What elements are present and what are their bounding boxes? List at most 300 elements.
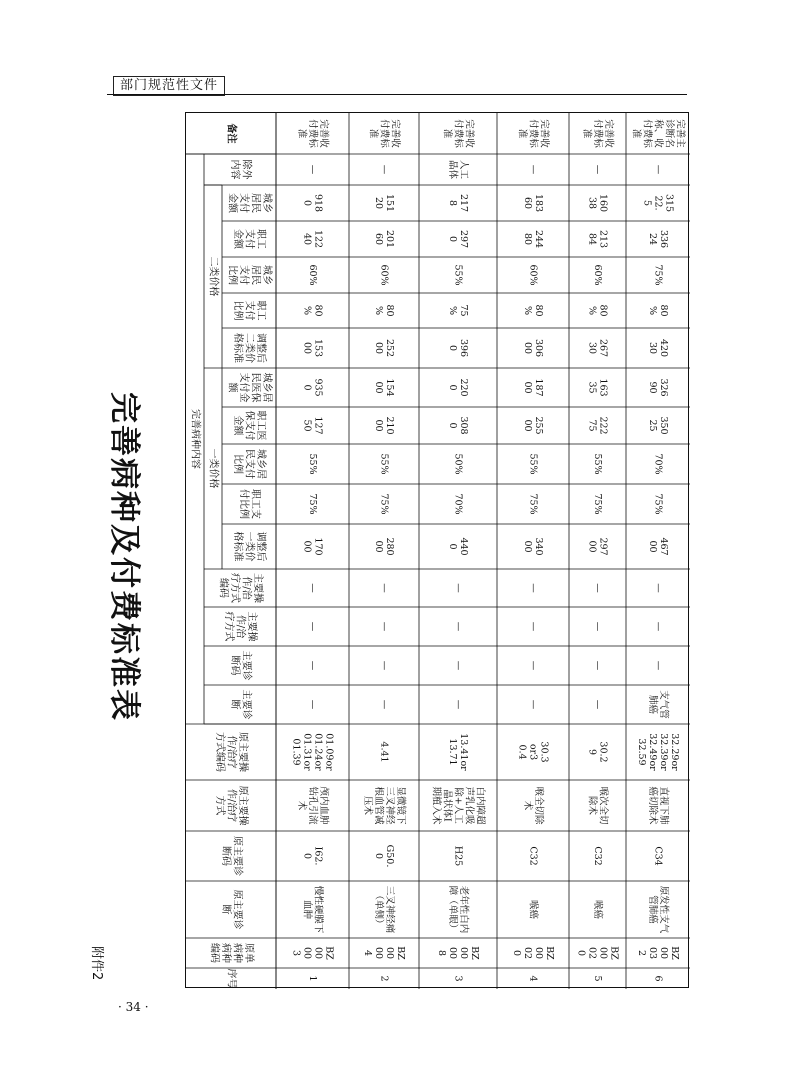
cell-c2_price-3-line: 396 xyxy=(457,338,469,358)
header-c1_res_amt-line: 支付金 xyxy=(237,372,249,403)
rotated-table-grid xyxy=(186,113,690,989)
cell-main_op_code-3-line: — xyxy=(452,583,464,593)
cell-c2_emp_ratio-4-line: 80 xyxy=(532,304,544,317)
cell-seq-1 xyxy=(307,975,318,981)
cell-c2_price-2-line: 252 xyxy=(383,338,395,358)
cell-c2_emp_amt-4 xyxy=(522,230,544,248)
header-orig_op_code-line: 原主要操 xyxy=(237,732,248,772)
header-orig_diag-line: 断 xyxy=(219,904,231,915)
cell-orig_op-4 xyxy=(522,786,545,825)
cell-orig_code-2-line: BZ xyxy=(394,946,406,960)
cell-main_diag-5 xyxy=(592,700,603,710)
header-c2_emp_ratio-line: 支付 xyxy=(243,300,255,321)
cell-orig_op-5 xyxy=(587,786,610,825)
cell-orig_diag-5-line: 喉癌 xyxy=(592,899,603,920)
cell-orig_diag-6 xyxy=(647,886,670,934)
cell-orig_code-1-line: 00 xyxy=(312,946,324,960)
cell-orig_op_code-4-line: or3 xyxy=(527,743,539,761)
cell-orig_op_code-2 xyxy=(379,741,390,762)
header-orig_code-line: 原单 xyxy=(242,943,254,963)
cell-orig_code-3-line: 00 xyxy=(457,946,469,960)
cell-c1_res_ratio-1 xyxy=(307,453,318,474)
cell-orig_op_code-2-line: 4.41 xyxy=(378,741,390,763)
cell-excluded-5 xyxy=(592,165,603,175)
header-c1_price-line: 格标准 xyxy=(232,531,243,562)
header-main_diag-line: 断 xyxy=(228,699,240,710)
cell-main_op-4-line: — xyxy=(527,621,539,632)
cell-orig_code-5-line: 0 xyxy=(575,949,587,957)
cell-excluded-3-line: 晶体 xyxy=(447,159,459,180)
cell-main_op-3-line: — xyxy=(452,621,464,632)
cell-remarks-3-line: 准 xyxy=(441,128,453,139)
cell-seq-4 xyxy=(528,975,539,981)
cell-orig_code-2-line: 00 xyxy=(383,946,395,960)
cell-remarks-2-line: 完善收 xyxy=(389,119,401,148)
cell-seq-3-line: 3 xyxy=(452,975,464,982)
cell-orig_diag-3-line: 障（单眼） xyxy=(447,885,459,934)
cell-c2_res_amt-1 xyxy=(302,194,324,212)
cell-remarks-5 xyxy=(581,119,615,148)
cell-c2_res_amt-4-line: 60 xyxy=(522,196,534,210)
cell-orig_diag-6-line: 原发性支气 xyxy=(657,885,669,934)
cell-main_diag_code-4-line: — xyxy=(527,660,539,671)
cell-main_op-1 xyxy=(307,622,318,632)
header-orig_diag_code xyxy=(220,836,245,876)
cell-main_op_code-2-line: — xyxy=(378,583,390,593)
cell-c1_res_ratio-5-line: 55% xyxy=(592,453,603,475)
page-header xyxy=(107,72,687,98)
cell-c2_res_ratio-3 xyxy=(453,264,464,285)
header-orig_diag_code-line: 原主要诊 xyxy=(231,836,243,876)
cell-c1_res_ratio-4 xyxy=(528,453,539,474)
cell-orig_op-5-line: 除术 xyxy=(586,795,598,816)
header-c2_price xyxy=(232,333,268,363)
cell-c1_res_ratio-6 xyxy=(653,453,664,474)
cell-c2_res_ratio-1 xyxy=(307,264,318,285)
cell-remarks-5-line: 付费标 xyxy=(592,119,603,148)
header-orig_diag_code-line: 断码 xyxy=(219,846,231,866)
header-c1_res_amt-line: 城乡居 xyxy=(260,372,272,403)
header-c1_emp_amt-line: 保支付 xyxy=(243,410,255,441)
header-c2_res_ratio-line: 比例 xyxy=(226,265,238,285)
cell-orig_op-1-line: 颅内血肿 xyxy=(317,786,329,825)
cell-main_diag_code-5 xyxy=(592,661,603,671)
cell-main_op_code-4-line: — xyxy=(527,583,539,593)
header-orig_op-line: 方式 xyxy=(214,795,225,816)
cell-excluded-4 xyxy=(528,165,539,175)
cell-c2_res_amt-2-line: 151 xyxy=(383,193,395,213)
cell-c2_emp_amt-2-line: 60 xyxy=(373,232,385,246)
header-c1_emp_amt-line: 金额 xyxy=(232,415,243,436)
cell-orig_op_code-1-line: 01.39 xyxy=(290,738,302,766)
cell-c2_price-1 xyxy=(302,339,324,357)
cell-main_diag-3 xyxy=(453,700,464,710)
header-seq-line: 序号 xyxy=(225,968,237,989)
cell-remarks-4-line: 完善收 xyxy=(538,119,550,148)
cell-c1_emp_ratio-2-line: 75% xyxy=(378,493,390,515)
cell-c1_res_ratio-3 xyxy=(453,453,464,474)
cell-c2_emp_ratio-5 xyxy=(587,304,609,316)
cell-orig_code-2 xyxy=(362,946,406,960)
cell-c1_res_amt-6-line: 326 xyxy=(657,378,669,397)
cell-excluded-6-line: — xyxy=(652,164,664,175)
cell-c2_price-6-line: 420 xyxy=(657,338,669,358)
cell-c1_res_amt-5-line: 35 xyxy=(586,381,598,394)
cell-c1_emp_amt-1 xyxy=(302,416,324,434)
cell-c2_res_ratio-6-line: 75% xyxy=(652,264,664,286)
cell-excluded-1-line: — xyxy=(307,164,318,175)
cell-orig_code-6-line: 00 xyxy=(657,946,669,960)
cell-orig_diag_code-1 xyxy=(302,847,324,866)
cell-c1_emp_amt-6-line: 25 xyxy=(647,419,659,432)
cell-main_diag_code-4 xyxy=(528,661,539,671)
header-main_diag xyxy=(229,690,254,720)
cell-excluded-4-line: — xyxy=(527,164,539,175)
cell-c1_res_amt-6-line: 90 xyxy=(647,381,659,394)
cell-orig_diag_code-2 xyxy=(373,845,395,868)
cell-c1_emp_amt-1-line: 50 xyxy=(301,419,313,432)
cell-main_op_code-1 xyxy=(307,583,318,593)
cell-c2_res_ratio-4-line: 60% xyxy=(527,264,539,286)
cell-c1_res_amt-1 xyxy=(302,378,324,396)
cell-c2_res_amt-4 xyxy=(522,194,544,212)
cell-c1_price-2-line: 280 xyxy=(383,537,395,556)
cell-c2_res_amt-6-line: 315 xyxy=(663,193,675,213)
cell-c1_res_amt-2 xyxy=(373,378,395,396)
cell-c2_price-5-line: 267 xyxy=(597,338,609,358)
cell-orig_op_code-3-line: 13.71 xyxy=(447,738,459,766)
cell-orig_code-6-line: BZ xyxy=(668,946,680,960)
cell-c1_price-4 xyxy=(522,537,544,555)
cell-orig_code-1 xyxy=(291,946,335,960)
cell-orig_op-2 xyxy=(362,786,407,825)
cell-c1_price-3-line: 440 xyxy=(457,537,469,556)
cell-remarks-1-line: 准 xyxy=(296,128,308,139)
cell-c2_res_ratio-1-line: 60% xyxy=(307,264,318,286)
cell-remarks-3 xyxy=(442,119,476,148)
cell-c2_emp_amt-4-line: 244 xyxy=(532,229,544,249)
cell-orig_diag_code-2-line: 0 xyxy=(373,852,385,860)
cell-c2_res_amt-2 xyxy=(373,194,395,212)
cell-c2_res_amt-5-line: 160 xyxy=(597,193,609,213)
cell-c2_emp_amt-5-line: 213 xyxy=(597,229,609,249)
header-orig_code-line: 病种 xyxy=(231,943,243,963)
cell-c2_price-4-line: 306 xyxy=(532,338,544,358)
cell-main_op-5-line: — xyxy=(592,621,603,632)
cell-c2_emp_ratio-6-line: 80 xyxy=(657,304,669,317)
cell-orig_diag_code-4-line: C32 xyxy=(527,846,539,866)
cell-orig_diag-3 xyxy=(447,886,470,934)
cell-orig_diag_code-5 xyxy=(592,846,603,865)
cell-orig_code-1-line: 00 xyxy=(301,946,313,960)
cell-seq-4-line: 4 xyxy=(527,975,539,982)
cell-c1_price-5 xyxy=(587,537,609,555)
cell-c2_emp_amt-4-line: 80 xyxy=(522,232,534,246)
cell-orig_op-1 xyxy=(296,786,330,825)
cell-orig_op-4-line: 喉全切除 xyxy=(532,786,544,825)
cell-orig_diag-2-line: （单侧） xyxy=(373,890,385,929)
cell-remarks-5-line: 完善收 xyxy=(602,119,614,148)
header-main_op_code-line: 编码 xyxy=(217,578,229,598)
cell-main_diag_code-2-line: — xyxy=(378,660,390,671)
cell-c1_emp_amt-3-line: 308 xyxy=(457,416,469,435)
cell-c1_res_amt-2-line: 154 xyxy=(383,378,395,397)
cell-orig_code-5-line: 02 xyxy=(586,946,598,960)
cell-orig_code-2-line: 4 xyxy=(362,949,374,957)
header-c2_emp_amt-line: 支付 xyxy=(243,229,255,249)
cell-c1_price-5-line: 00 xyxy=(586,540,598,553)
cell-remarks-1 xyxy=(296,119,330,148)
cell-orig_code-4-line: 0 xyxy=(511,949,523,957)
cell-main_diag-1-line: — xyxy=(307,699,318,710)
cell-main_op_code-6 xyxy=(653,583,664,593)
cell-c2_res_ratio-2 xyxy=(379,264,390,285)
cell-orig_op_code-3 xyxy=(447,733,469,771)
header-c1_res_ratio xyxy=(232,449,268,479)
header-c2_res_ratio-line: 城乡 xyxy=(260,265,272,285)
cell-seq-2-line: 2 xyxy=(378,975,390,982)
cell-c1_price-2 xyxy=(373,537,395,555)
cell-c2_res_amt-1-line: 918 xyxy=(312,193,324,213)
cell-main_op-2-line: — xyxy=(378,621,390,632)
cell-orig_code-2-line: 00 xyxy=(373,946,385,960)
cell-c2_res_amt-6 xyxy=(642,194,675,212)
cell-orig_code-5 xyxy=(576,946,620,960)
header-c1_emp_amt-line: 职工医 xyxy=(255,410,266,441)
cell-remarks-3-line: 完善收 xyxy=(463,119,475,148)
cell-remarks-1-line: 付费标 xyxy=(307,119,318,148)
cell-c1_emp_ratio-4-line: 75% xyxy=(527,493,539,515)
cell-orig_op_code-5 xyxy=(587,741,609,762)
cell-c1_emp_amt-4 xyxy=(522,416,544,434)
header-rule xyxy=(107,94,687,95)
cell-remarks-6-line: 诊断名 xyxy=(663,119,675,148)
cell-c2_emp_amt-3-line: 0 xyxy=(447,235,459,243)
cell-c2_emp_amt-1-line: 40 xyxy=(301,232,313,246)
cell-orig_op-1-line: 术 xyxy=(296,800,308,811)
cell-c2_res_amt-6-line: 22. xyxy=(652,195,664,211)
cell-remarks-6-line: 付费标 xyxy=(641,119,653,148)
cell-c2_res_amt-3 xyxy=(447,194,469,212)
header-orig_op-line: 作/治疗 xyxy=(225,788,237,823)
header-main_op_code-line: 作/治 xyxy=(240,576,252,600)
cell-c2_emp_amt-3-line: 297 xyxy=(457,229,469,249)
cell-orig_diag_code-5-line: C32 xyxy=(592,846,603,866)
cell-orig_op-2-line: 显微镜下 xyxy=(394,786,406,825)
cell-orig_code-4-line: BZ xyxy=(543,946,555,960)
cell-c1_emp_ratio-2 xyxy=(379,493,390,514)
header-orig_op-line: 原主要操 xyxy=(237,785,248,826)
cell-c1_emp_amt-6 xyxy=(647,416,669,434)
header-orig_code xyxy=(208,943,256,963)
cell-c1_res_amt-3-line: 220 xyxy=(457,378,469,397)
cell-orig_diag-1-line: 慢性硬膜下 xyxy=(312,885,324,934)
cell-orig_op_code-5-line: 30.2 xyxy=(597,741,609,763)
header-orig_op_code xyxy=(214,732,250,772)
cell-c1_price-4-line: 340 xyxy=(532,537,544,556)
cell-main_diag-6-line: 肺癌 xyxy=(647,694,659,715)
cell-c2_price-2 xyxy=(373,339,395,357)
header-main_op_code xyxy=(217,573,265,603)
cell-orig_op-3-line: 声乳化吸 xyxy=(463,786,475,825)
cell-main_diag_code-1-line: — xyxy=(307,660,318,671)
cell-orig_diag-1-line: 血肿 xyxy=(301,899,313,920)
cell-orig_op_code-1 xyxy=(291,733,335,771)
header-orig_code-line: 病种 xyxy=(219,943,231,963)
header-class2-group-line: 二类价格 xyxy=(207,256,219,297)
cell-c1_price-6-line: 467 xyxy=(657,537,669,556)
cell-c2_emp_ratio-2-line: % xyxy=(373,305,385,316)
cell-orig_diag_code-6-line: C34 xyxy=(652,846,664,866)
cell-c2_res_amt-6-line: 5 xyxy=(641,199,653,207)
cell-main_diag_code-2 xyxy=(379,661,390,671)
header-class1-group xyxy=(208,449,221,489)
header-c1_res_ratio-line: 比例 xyxy=(232,454,243,474)
cell-c1_emp_ratio-3 xyxy=(453,493,464,514)
header-c2_res_amt-line: 支付 xyxy=(237,193,249,213)
header-c1_res_ratio-line: 城乡居 xyxy=(255,449,266,479)
cell-c2_res_ratio-5 xyxy=(592,264,603,285)
header-c2_price-line: 调整后 xyxy=(255,333,266,363)
cell-orig_op-1-line: 钻孔引流 xyxy=(307,786,318,825)
cell-main_diag_code-3-line: — xyxy=(452,660,464,671)
cell-orig_op_code-6 xyxy=(636,733,680,771)
cell-remarks-4-line: 付费标 xyxy=(527,119,539,148)
cell-c1_emp_amt-5-line: 75 xyxy=(586,419,598,432)
cell-c1_price-1-line: 00 xyxy=(301,540,313,553)
cell-orig_op_code-6-line: 32.59 xyxy=(636,738,648,766)
cell-c2_price-2-line: 00 xyxy=(373,341,385,355)
cell-orig_diag-1 xyxy=(302,886,325,934)
cell-c2_price-4 xyxy=(522,339,544,357)
cell-main_op-4 xyxy=(528,622,539,632)
header-c1_price-line: 一类价 xyxy=(243,531,255,562)
header-c2_res_amt xyxy=(226,193,274,214)
cell-c1_emp_amt-3 xyxy=(447,416,469,434)
cell-remarks-1-line: 完善收 xyxy=(317,119,329,148)
header-c1_emp_ratio-line: 职工支 xyxy=(249,489,261,519)
header-seq xyxy=(226,969,239,989)
header-main_diag_code xyxy=(229,651,254,681)
cell-orig_diag_code-1-line: 0 xyxy=(301,852,313,860)
cell-orig_code-4 xyxy=(511,946,555,960)
header-main_diag_code-line: 断码 xyxy=(228,655,240,676)
cell-orig_op-4-line: 术 xyxy=(522,800,534,811)
header-main_diag-line: 主要诊 xyxy=(240,689,252,720)
cell-c2_emp_ratio-4 xyxy=(522,304,544,316)
cell-c1_res_amt-4-line: 00 xyxy=(522,381,534,394)
cell-orig_code-3-line: 8 xyxy=(436,949,448,957)
cell-remarks-6-line: 准 xyxy=(630,128,642,139)
cell-remarks-6-line: 称、收 xyxy=(652,119,664,148)
cell-c1_emp_ratio-6 xyxy=(653,493,664,514)
cell-c1_res_ratio-1-line: 55% xyxy=(307,453,318,475)
cell-seq-6 xyxy=(653,975,664,981)
cell-main_op-6-line: — xyxy=(652,621,664,632)
header-c1_res_amt xyxy=(226,373,274,403)
cell-main_diag_code-6-line: — xyxy=(652,660,664,671)
cell-orig_op_code-3-line: 13.41or xyxy=(457,733,469,771)
cell-orig_op-3-line: 白内障超 xyxy=(474,786,486,825)
cell-seq-5 xyxy=(592,975,603,981)
cell-main_op-5 xyxy=(592,622,603,632)
header-c2_price-line: 二类价 xyxy=(243,333,255,363)
cell-c2_price-3 xyxy=(447,339,469,357)
cell-c2_emp_ratio-5-line: 80 xyxy=(597,304,609,317)
header-c1_emp_ratio xyxy=(238,489,263,519)
cell-c2_res_amt-1-line: 0 xyxy=(301,199,313,207)
header-c2_res_amt-line: 金额 xyxy=(226,193,238,213)
cell-main_op-6 xyxy=(653,622,664,632)
cell-c1_emp_ratio-6-line: 75% xyxy=(652,493,664,515)
cell-orig_diag-4-line: 喉癌 xyxy=(527,899,539,920)
header-main_op xyxy=(223,612,259,642)
cell-c1_price-6 xyxy=(647,537,669,555)
cell-orig_code-3-line: 00 xyxy=(447,946,459,960)
cell-c2_price-6-line: 30 xyxy=(647,341,659,355)
cell-c2_price-3-line: 0 xyxy=(447,344,459,352)
cell-excluded-1 xyxy=(307,165,318,175)
cell-orig_op-2-line: 压术 xyxy=(362,795,374,816)
cell-main_diag-4-line: — xyxy=(527,699,539,710)
header-c2_res_amt-line: 居民 xyxy=(249,193,261,213)
cell-c2_emp_amt-6-line: 24 xyxy=(647,232,659,246)
cell-remarks-3-line: 付费标 xyxy=(452,119,464,148)
cell-orig_diag-5 xyxy=(592,900,604,920)
cell-c2_emp_ratio-3 xyxy=(447,304,469,316)
header-main_op_code-line: 主要操 xyxy=(251,573,263,603)
cell-c1_emp_amt-6-line: 350 xyxy=(657,416,669,435)
cell-remarks-5-line: 准 xyxy=(581,128,593,139)
cell-c2_price-5-line: 30 xyxy=(586,341,598,355)
cell-c2_price-4-line: 00 xyxy=(522,341,534,355)
cell-c1_emp_ratio-1 xyxy=(307,493,318,514)
cell-c2_emp_amt-6 xyxy=(647,230,669,248)
cell-c1_res_amt-4 xyxy=(522,378,544,396)
cell-c2_res_amt-5 xyxy=(587,194,609,212)
cell-c1_price-3-line: 0 xyxy=(447,543,459,550)
cell-seq-6-line: 6 xyxy=(652,975,664,982)
cell-orig_op_code-4 xyxy=(517,741,550,762)
header-c1_price xyxy=(232,532,268,562)
header-orig_diag-line: 原主要诊 xyxy=(231,889,243,930)
cell-orig_code-1-line: BZ xyxy=(323,946,335,960)
cell-main_op_code-6-line: — xyxy=(652,583,664,593)
cell-c1_res_ratio-4-line: 55% xyxy=(527,453,539,475)
cell-main_diag-2-line: — xyxy=(378,699,390,710)
cell-c2_emp_ratio-1-line: % xyxy=(301,305,313,316)
cell-orig_code-6 xyxy=(636,946,680,960)
header-improved-group xyxy=(190,409,203,469)
cell-c1_emp_amt-1-line: 127 xyxy=(312,416,324,435)
cell-orig_op-2-line: 三叉神经 xyxy=(383,786,395,825)
cell-main_op_code-1-line: — xyxy=(307,583,318,593)
cell-c1_price-1 xyxy=(302,537,324,555)
header-main_diag_code-line: 主要诊 xyxy=(240,650,252,681)
cell-c1_res_amt-1-line: 0 xyxy=(301,384,313,391)
cell-excluded-3 xyxy=(447,160,470,180)
cell-orig_diag_code-3-line: H25 xyxy=(452,845,464,867)
header-c2_emp_ratio xyxy=(232,301,267,321)
cell-main_op_code-5 xyxy=(592,583,603,593)
cell-main_diag-4 xyxy=(528,700,539,710)
cell-main_diag-1 xyxy=(307,700,318,710)
cell-c1_res_ratio-2-line: 55% xyxy=(378,453,390,475)
cell-remarks-4-line: 准 xyxy=(516,128,528,139)
cell-orig_code-5-line: 00 xyxy=(597,946,609,960)
cell-seq-3 xyxy=(453,975,464,981)
cell-remarks-2 xyxy=(368,119,402,148)
